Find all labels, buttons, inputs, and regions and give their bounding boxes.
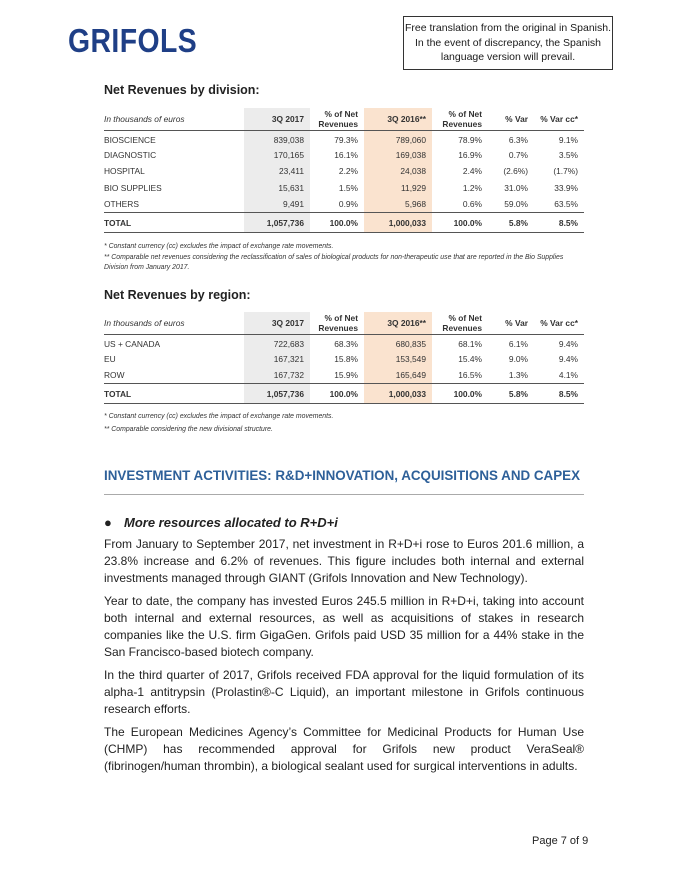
table-cell: 9.0% <box>508 353 528 364</box>
table-cell: 5.8% <box>488 384 534 404</box>
translation-notice: Free translation from the original in Spanish. In the event of discrepancy, the Spanish language version will prevail. <box>403 16 613 70</box>
table-cell: ROW <box>104 370 125 380</box>
table-cell: OTHERS <box>104 199 139 209</box>
column-header: In thousands of euros <box>104 312 244 334</box>
column-header: % Var cc* <box>534 108 584 130</box>
table-cell: 1,000,033 <box>364 213 432 233</box>
table-cell: 63.5% <box>554 199 578 209</box>
column-header: 3Q 2016** <box>364 312 432 334</box>
table-cell: 0.9% <box>338 199 358 209</box>
table-cell: 839,038 <box>244 130 310 147</box>
table-cell: 3.5% <box>558 149 578 160</box>
table-cell: 15.9% <box>334 370 358 380</box>
table-cell: 16.1% <box>334 149 358 160</box>
table-cell: 100.0% <box>432 384 488 404</box>
table-cell: BIOSCIENCE <box>104 134 156 145</box>
table-cell: 6.1% <box>508 338 528 349</box>
table-cell: BIO SUPPLIES <box>104 182 162 193</box>
table-row <box>104 180 584 197</box>
table-cell: 167,321 <box>244 351 310 368</box>
table-cell: 167,732 <box>244 367 310 384</box>
table-row <box>104 196 584 213</box>
table-cell: 1.2% <box>462 182 482 193</box>
table-cell: 79.3% <box>334 134 358 145</box>
table-cell: 15.4% <box>458 353 482 364</box>
table-cell: 100.0% <box>310 384 364 404</box>
division-title: Net Revenues by division: <box>104 83 260 97</box>
table-cell: 1,057,736 <box>244 213 310 233</box>
region-table <box>104 312 584 404</box>
column-header: In thousands of euros <box>104 108 244 130</box>
table-cell: 100.0% <box>310 213 364 233</box>
table-cell: 722,683 <box>244 334 310 351</box>
table-cell: TOTAL <box>104 213 244 233</box>
table-cell: 68.1% <box>458 338 482 349</box>
column-header: 3Q 2017 <box>244 108 310 130</box>
bullet-heading <box>104 515 338 530</box>
table-cell: 1.3% <box>508 370 528 380</box>
table-cell: (1.7%) <box>553 166 578 177</box>
table-cell: 1,000,033 <box>364 384 432 404</box>
table-cell: 11,929 <box>364 180 432 197</box>
column-header: % of Net Revenues <box>310 312 364 334</box>
table-cell: (2.6%) <box>503 166 528 177</box>
bullet-text: More resources allocated to R+D+i <box>124 515 338 530</box>
table-cell: 4.1% <box>558 370 578 380</box>
table-cell: 15.8% <box>334 353 358 364</box>
table-cell: 8.5% <box>534 384 584 404</box>
table-cell: 1,057,736 <box>244 384 310 404</box>
table-row <box>104 130 584 147</box>
table-cell: 2.2% <box>338 166 358 177</box>
table-cell: TOTAL <box>104 384 244 404</box>
division-table <box>104 108 584 233</box>
grifols-logo: GRIFOLS <box>68 22 198 59</box>
table-cell: 169,038 <box>364 147 432 164</box>
total-row <box>104 213 584 233</box>
investment-heading: INVESTMENT ACTIVITIES: R&D+INNOVATION, ACQUISITIONS AND CAPEX <box>104 468 581 483</box>
table-cell: 68.3% <box>334 338 358 349</box>
table-cell: HOSPITAL <box>104 166 145 177</box>
heading-rule <box>104 494 584 495</box>
table-cell: 16.9% <box>458 149 482 160</box>
column-header: % of Net Revenues <box>432 108 488 130</box>
table-cell: 9.4% <box>558 338 578 349</box>
table-cell: 0.7% <box>508 149 528 160</box>
table-cell: 0.6% <box>462 199 482 209</box>
table-cell: 9.4% <box>558 353 578 364</box>
table-cell: 153,549 <box>364 351 432 368</box>
table-cell: 170,165 <box>244 147 310 164</box>
paragraph: Year to date, the company has invested Euros 245.5 million in R+D+i, taking into account both internal and external resources, as well as acquisitions of stakes in research companies like the U.S. firm GigaGen. Grifols paid USD 35 million for a 44% stake in the San Francisco-based biotech company. <box>104 594 584 659</box>
table-cell: 24,038 <box>364 163 432 180</box>
region-note-1: * Constant currency (cc) excludes the impact of exchange rate movements. <box>104 413 334 420</box>
table-cell: 78.9% <box>458 134 482 145</box>
table-cell: 100.0% <box>432 213 488 233</box>
table-cell: 1.5% <box>338 182 358 193</box>
table-row <box>104 334 584 351</box>
table-cell: 6.3% <box>508 134 528 145</box>
column-header: 3Q 2016** <box>364 108 432 130</box>
table-cell: 789,060 <box>364 130 432 147</box>
table-cell: 9,491 <box>244 196 310 213</box>
bullet-icon: ● <box>104 515 112 530</box>
table-row <box>104 367 584 384</box>
table-cell: 31.0% <box>504 182 528 193</box>
column-header: % of Net Revenues <box>310 108 364 130</box>
total-row <box>104 384 584 404</box>
table-cell: 15,631 <box>244 180 310 197</box>
division-note-2: ** Comparable net revenues considering the reclassification of sales of biological products for non-therapeutic use that are reported in the Bio Supplies Division from January 2017. <box>104 254 564 271</box>
column-header: % of Net Revenues <box>432 312 488 334</box>
table-row <box>104 147 584 164</box>
table-cell: 59.0% <box>504 199 528 209</box>
table-cell: 2.4% <box>462 166 482 177</box>
table-cell: 5.8% <box>488 213 534 233</box>
column-header: % Var cc* <box>534 312 584 334</box>
column-header: % Var <box>488 108 534 130</box>
table-cell: 33.9% <box>554 182 578 193</box>
table-cell: 165,649 <box>364 367 432 384</box>
table-cell: EU <box>104 353 116 364</box>
table-cell: 9.1% <box>558 134 578 145</box>
table-cell: 16.5% <box>458 370 482 380</box>
column-header: % Var <box>488 312 534 334</box>
table-cell: DIAGNOSTIC <box>104 149 157 160</box>
table-row <box>104 163 584 180</box>
paragraph: In the third quarter of 2017, Grifols received FDA approval for the liquid formulation of its alpha-1 antitrypsin (Prolastin®-C Liquid), an important milestone in Grifols continuous research efforts. <box>104 668 584 716</box>
table-cell: 5,968 <box>364 196 432 213</box>
table-cell: 680,835 <box>364 334 432 351</box>
page-number: Page 7 of 9 <box>532 835 589 847</box>
table-cell: 23,411 <box>244 163 310 180</box>
region-title: Net Revenues by region: <box>104 288 251 302</box>
table-cell: US + CANADA <box>104 338 161 349</box>
table-row <box>104 351 584 368</box>
division-note-1: * Constant currency (cc) excludes the impact of exchange rate movements. <box>104 243 334 250</box>
paragraph: The European Medicines Agency’s Committee for Medicinal Products for Human Use (CHMP) has recommended approval for Grifols new product VeraSeal® (fibrinogen/human thrombin), a biological sealant used for surgical interventions in adults. <box>104 725 584 773</box>
paragraph: From January to September 2017, net investment in R+D+i rose to Euros 201.6 million, a 23.8% increase and 6.2% of revenues. This figure includes both internal and external investments managed through GIANT (Grifols Innovation and New Technology). <box>104 537 584 585</box>
table-cell: 8.5% <box>534 213 584 233</box>
region-note-2: ** Comparable considering the new divisional structure. <box>104 426 273 433</box>
column-header: 3Q 2017 <box>244 312 310 334</box>
